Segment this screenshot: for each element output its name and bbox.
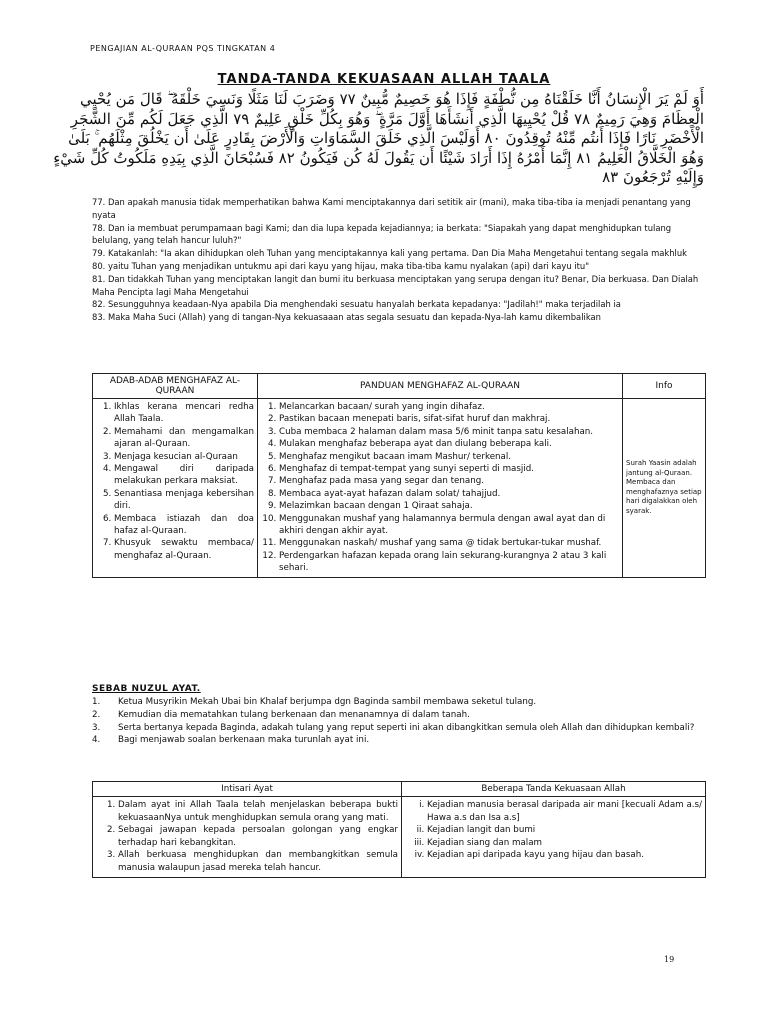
panduan-item: 12. Perdengarkan hafazan kepada orang lain sekurang-kurangnya 2 atau 3 kali sehari. [279, 550, 619, 575]
info-header: Info [623, 374, 706, 399]
hafaz-guide-table [92, 373, 706, 578]
item-number: 2. [92, 709, 101, 720]
translation-verse: 82. Sesungguhnya keadaan-Nya apabila Dia menghendaki sesuatu hanyalah berkata kepadanya: "Jadilah!" maka terjadilah ia [92, 299, 621, 310]
arabic-line: الْعِظَامَ وَهِيَ رَمِيمٌ ٧٨ قُلْ يُحْيِيهَا الَّذِي أَنشَأَهَا أَوَّلَ مَرَّةٍ ۖ وَهُوَ بِكُلِّ خَلْقٍ عَلِيمٌ ٧٩ الَّذِي جَعَلَ لَكُم مِّنَ الشَّجَرِ [70, 109, 704, 128]
panduan-item: 11. Menggunakan naskah/ mushaf yang sama @ tidak bertukar-tukar mushaf. [279, 537, 619, 549]
translation-verse: 78. Dan ia membuat perumpamaan bagi Kami; dan dia lupa kepada kejadiannya; ia berkata: "Siapakah yang dapat menghidupkan tulang belulang, yang telah hancur luluh?" [92, 222, 672, 246]
arabic-line: وَهُوَ الْخَلَّاقُ الْعَلِيمُ ٨١ إِنَّمَا أَمْرُهُ إِذَا أَرَادَ شَيْئًا أَن يَقُولَ لَهُ كُن فَيَكُونُ ٨٢ فَسُبْحَانَ الَّذِي بِيَدِهِ مَلَكُوتُ كُلِّ شَيْءٍ [53, 148, 704, 167]
adab-item: 2. Memahami dan mengamalkan ajaran al-Quraan. [114, 426, 254, 451]
arabic-verses [53, 90, 704, 188]
sebab-nuzul-list [92, 696, 704, 747]
info-cell: Surah Yaasin adalah jantung al-Quraan. Membaca dan menghafaznya setiap hari digalakkan oleh syarak. [623, 399, 706, 578]
intisari-item: 2. Sebagai jawapan kepada persoalan golongan yang engkar terhadap hari kebangkitan. [118, 824, 398, 849]
verse-translation [92, 196, 704, 324]
intisari-item: 3. Allah berkuasa menghidupkan dan membangkitkan semula manusia walaupun jasad mereka telah hancur. [118, 849, 398, 874]
item-number: 1. [92, 697, 101, 707]
panduan-item: 1. Melancarkan bacaan/ surah yang ingin dihafaz. [279, 401, 619, 413]
item-text: Kemudian dia mematahkan tulang berkenaan dan menanamnya di dalam tanah. [118, 709, 470, 720]
item-text: Ketua Musyrikin Mekah Ubai bin Khalaf berjumpa dgn Baginda sambil membawa seketul tulang. [118, 697, 537, 707]
adab-item: 4. Mengawal diri daripada melakukan perkara maksiat. [114, 463, 254, 488]
tanda-item: iv. Kejadian api daripada kayu yang hijau dan basah. [427, 849, 702, 862]
translation-verse: 81. Dan tidakkah Tuhan yang menciptakan langit dan bumi itu berkuasa menciptakan yang serupa dengan itu? Benar, Dia berkuasa. Dan Dialah Maha Pencipta lagi Maha Mengetahui [92, 273, 699, 297]
panduan-item: 3. Cuba membaca 2 halaman dalam masa 5/6 minit tanpa satu kesalahan. [279, 426, 619, 438]
panduan-item: 8. Membaca ayat-ayat hafazan dalam solat/ tahajjud. [279, 488, 619, 500]
page-number: 19 [664, 955, 675, 964]
panduan-item: 4. Mulakan menghafaz beberapa ayat dan diulang beberapa kali. [279, 438, 619, 450]
panduan-header: PANDUAN MENGHAFAZ AL-QURAAN [258, 374, 623, 399]
panduan-cell [258, 399, 623, 578]
panduan-item: 10. Menggunakan mushaf yang halamannya bermula dengan awal ayat dan di akhiri dengan akhir ayat. [279, 513, 619, 538]
tanda-cell [402, 797, 706, 878]
item-number: 4. [92, 735, 101, 746]
list-item [92, 722, 704, 735]
intisari-table [92, 781, 706, 878]
adab-header: ADAB-ADAB MENGHAFAZ AL-QURAAN [93, 374, 258, 399]
list-item [92, 696, 704, 709]
item-text: Serta bertanya kepada Baginda, adakah tulang yang reput seperti ini akan dibangkitkan semula oleh Allah dan dihidupkan kembali? [118, 722, 695, 733]
intisari-header: Intisari Ayat [93, 782, 402, 797]
adab-cell [93, 399, 258, 578]
sebab-nuzul-title: SEBAB NUZUL AYAT. [92, 684, 201, 694]
arabic-line: أَوَ لَمْ يَرَ الْإِنسَانُ أَنَّا خَلَقْنَاهُ مِن نُّطْفَةٍ فَإِذَا هُوَ خَصِيمٌ مُّبِينٌ ٧٧ وَضَرَبَ لَنَا مَثَلًا وَنَسِيَ خَلْقَهُ ۖ قَالَ مَن يُحْيِي [79, 90, 704, 108]
list-item [92, 734, 704, 747]
translation-verse: 80. yaitu Tuhan yang menjadikan untukmu api dari kayu yang hijau, maka tiba-tiba kamu nyalakan (api) dari kayu itu" [92, 260, 590, 271]
tanda-item: iii. Kejadian siang dan malam [427, 837, 702, 850]
arabic-line: وَإِلَيْهِ تُرْجَعُونَ ٨٣ [602, 168, 704, 186]
item-text: Bagi menjawab soalan berkenaan maka turunlah ayat ini. [118, 735, 370, 746]
page-header: PENGAJIAN AL-QURAAN PQS TINGKATAN 4 [90, 44, 276, 53]
adab-item: 7. Khusyuk sewaktu membaca/ menghafaz al-Quraan. [114, 537, 254, 562]
translation-verse: 77. Dan apakah manusia tidak memperhatikan bahwa Kami menciptakannya dari setitik air (mani), maka tiba-tiba ia menjadi penantang yang nyata [92, 197, 691, 220]
translation-verse: 83. Maka Maha Suci (Allah) yang di tangan-Nya kekuasaaan atas segala sesuatu dan kepada-Nya-lah kamu dikembalikan [92, 312, 601, 323]
page-title: TANDA-TANDA KEKUASAAN ALLAH TAALA [217, 72, 551, 87]
adab-item: 1. Ikhlas kerana mencari redha Allah Taala. [114, 401, 254, 426]
tanda-header: Beberapa Tanda Kekuasaan Allah [402, 782, 706, 797]
intisari-cell [93, 797, 402, 878]
adab-item: 3. Menjaga kesucian al-Quraan [114, 451, 254, 463]
panduan-item: 5. Menghafaz mengikut bacaan imam Mashur/ terkenal. [279, 451, 619, 463]
list-item [92, 709, 704, 722]
panduan-item: 2. Pastikan bacaan menepati baris, sifat-sifat huruf dan makhraj. [279, 413, 619, 425]
tanda-item: ii. Kejadian langit dan bumi [427, 824, 702, 837]
arabic-line: الْأَخْضَرِ نَارًا فَإِذَا أَنتُم مِّنْهُ تُوقِدُونَ ٨٠ أَوَلَيْسَ الَّذِي خَلَقَ السَّمَاوَاتِ وَالْأَرْضَ بِقَادِرٍ عَلَىٰ أَن يَخْلُقَ مِثْلَهُم ۚ بَلَىٰ [68, 129, 704, 147]
panduan-item: 9. Melazimkan bacaan dengan 1 Qiraat sahaja. [279, 500, 619, 512]
translation-verse: 79. Katakanlah: "Ia akan dihidupkan oleh Tuhan yang menciptakannya kali yang pertama. Dan Dia Maha Mengetahui tentang segala makhluk [92, 248, 688, 259]
panduan-item: 7. Menghafaz pada masa yang segar dan tenang. [279, 475, 619, 487]
intisari-item: 1. Dalam ayat ini Allah Taala telah menjelaskan beberapa bukti kekuasaanNya untuk menghidupkan semula orang yang mati. [118, 799, 398, 824]
adab-item: 5. Senantiasa menjaga kebersihan diri. [114, 488, 254, 513]
adab-item: 6. Membaca istiazah dan doa hafaz al-Quraan. [114, 513, 254, 538]
item-number: 3. [92, 722, 101, 733]
tanda-item: i. Kejadian manusia berasal daripada air mani [kecuali Adam a.s/ Hawa a.s dan Isa a.s] [427, 799, 702, 824]
panduan-item: 6. Menghafaz di tempat-tempat yang sunyi seperti di masjid. [279, 463, 619, 475]
